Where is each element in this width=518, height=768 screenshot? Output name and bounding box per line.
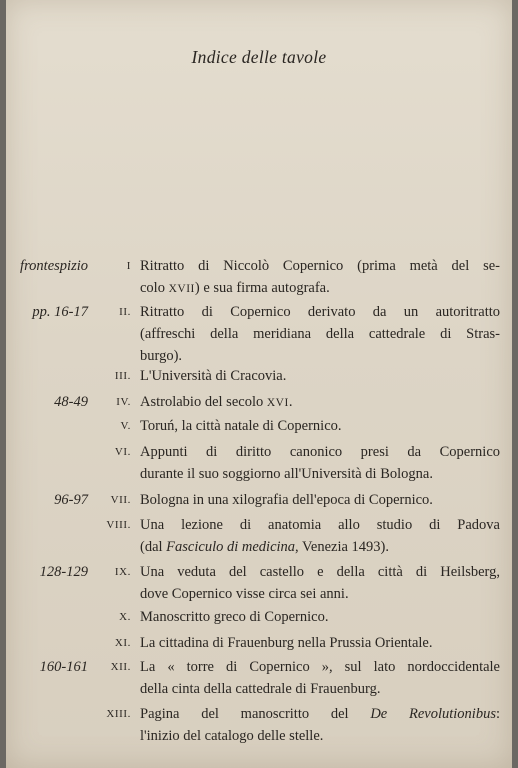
entry-number: IX. bbox=[114, 566, 131, 578]
entry-text bbox=[140, 365, 500, 387]
entry-number: X. bbox=[119, 611, 131, 623]
entry-page-ref: 160-161 bbox=[39, 659, 88, 675]
entry-text bbox=[140, 561, 500, 605]
book-page bbox=[6, 0, 512, 768]
entry-page-ref: 96-97 bbox=[54, 492, 88, 508]
entry-text bbox=[140, 441, 500, 485]
entry-line: Ritratto di Copernico derivato da un autoritratto bbox=[140, 304, 500, 320]
entry-line: (dal Fasciculo di medicina, Venezia 1493). bbox=[140, 539, 389, 555]
entry-line: Toruń, la città natale di Copernico. bbox=[140, 418, 342, 434]
entry-line: burgo). bbox=[140, 348, 183, 364]
entry-number: III. bbox=[114, 370, 131, 382]
entry-page-ref: frontespizio bbox=[20, 258, 88, 274]
entry-line: Bologna in una xilografia dell'epoca di Copernico. bbox=[140, 492, 433, 508]
page-title: Indice delle tavole bbox=[191, 47, 327, 67]
entry-text bbox=[140, 489, 500, 511]
entry-line: della cinta della cattedrale di Frauenburg. bbox=[140, 681, 381, 697]
entry-line: Manoscritto greco di Copernico. bbox=[140, 609, 329, 625]
entry-number: II. bbox=[119, 306, 131, 318]
entry-number: V. bbox=[120, 420, 131, 432]
entry-line: Astrolabio del secolo XVI. bbox=[140, 394, 293, 410]
entry-number: XI. bbox=[114, 637, 131, 649]
entry-line: durante il suo soggiorno all'Università di Bologna. bbox=[140, 466, 433, 482]
entry-text bbox=[140, 415, 500, 437]
entry-line: dove Copernico visse circa sei anni. bbox=[140, 586, 349, 602]
entry-line: l'inizio del catalogo delle stelle. bbox=[140, 728, 324, 744]
entry-page-ref: 128-129 bbox=[39, 564, 88, 580]
entry-line: Appunti di diritto canonico presi da Copernico bbox=[140, 444, 500, 460]
entry-number: XIII. bbox=[106, 708, 131, 720]
entry-text bbox=[140, 391, 500, 414]
entry-line: La cittadina di Frauenburg nella Prussia Orientale. bbox=[140, 635, 433, 651]
entry-line: colo XVII) e sua firma autografa. bbox=[140, 280, 330, 296]
entry-text bbox=[140, 703, 500, 747]
entry-text bbox=[140, 255, 500, 300]
entry-line: Ritratto di Niccolò Copernico (prima metà del se- bbox=[140, 258, 500, 274]
entry-line: (affreschi della meridiana della cattedrale di Stras- bbox=[140, 326, 500, 342]
entry-number: XII. bbox=[110, 661, 131, 673]
entry-line: Una veduta del castello e della città di Heilsberg, bbox=[140, 564, 500, 580]
entry-line: Una lezione di anatomia allo studio di Padova bbox=[140, 517, 500, 533]
entry-page-ref: 48-49 bbox=[54, 394, 88, 410]
entry-line: La « torre di Copernico », sul lato nordoccidentale bbox=[140, 659, 500, 675]
entry-line: L'Università di Cracovia. bbox=[140, 368, 287, 384]
entry-text bbox=[140, 656, 500, 700]
entry-number: VIII. bbox=[106, 519, 131, 531]
entry-text bbox=[140, 514, 500, 558]
entry-page-ref: pp. 16-17 bbox=[32, 304, 88, 320]
entry-text bbox=[140, 632, 500, 654]
entry-text bbox=[140, 606, 500, 628]
entry-number: VI. bbox=[114, 446, 131, 458]
entry-text bbox=[140, 301, 500, 367]
entry-line: Pagina del manoscritto del De Revolutionibus: bbox=[140, 706, 500, 722]
entry-number: I bbox=[126, 260, 131, 272]
entry-number: VII. bbox=[110, 494, 131, 506]
entry-number: IV. bbox=[116, 396, 131, 408]
